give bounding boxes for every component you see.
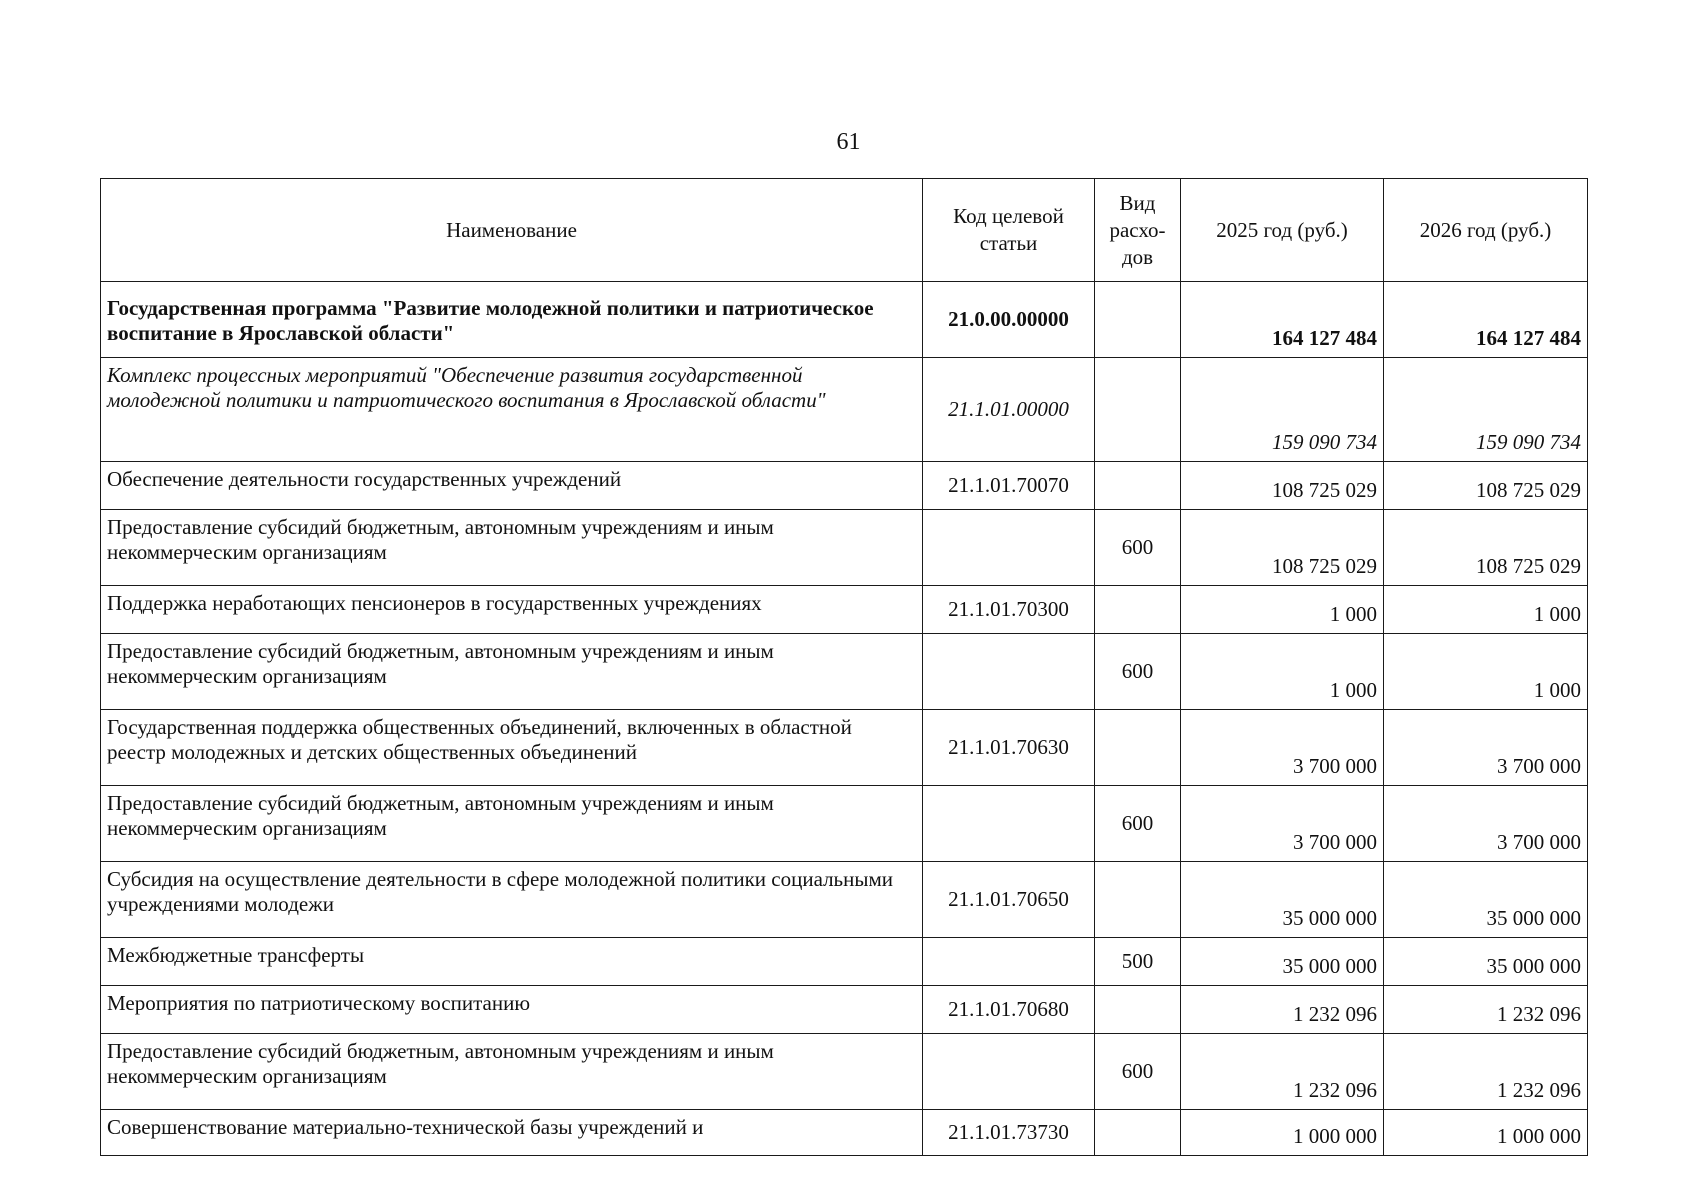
row-kind	[1095, 358, 1181, 462]
table-row	[101, 710, 1588, 786]
row-name: Совершенствование материально-технической базы учреждений и	[101, 1110, 923, 1156]
table-row	[101, 1110, 1588, 1156]
row-kind: 600	[1095, 510, 1181, 586]
row-amount-2025: 1 000	[1181, 586, 1384, 634]
table-row	[101, 986, 1588, 1034]
row-amount-2026: 3 700 000	[1384, 786, 1588, 862]
row-name: Предоставление субсидий бюджетным, автономным учреждениям и иным некоммерческим организациям	[101, 510, 923, 586]
row-amount-2025: 1 232 096	[1181, 1034, 1384, 1110]
row-name: Поддержка неработающих пенсионеров в государственных учреждениях	[101, 586, 923, 634]
row-kind	[1095, 1110, 1181, 1156]
row-kind	[1095, 986, 1181, 1034]
row-amount-2026: 159 090 734	[1384, 358, 1588, 462]
row-kind	[1095, 862, 1181, 938]
row-code	[923, 786, 1095, 862]
row-name: Предоставление субсидий бюджетным, автономным учреждениям и иным некоммерческим организациям	[101, 634, 923, 710]
row-amount-2025: 3 700 000	[1181, 710, 1384, 786]
row-code: 21.1.01.70630	[923, 710, 1095, 786]
row-amount-2025: 35 000 000	[1181, 862, 1384, 938]
budget-table	[100, 178, 1588, 1156]
row-name: Мероприятия по патриотическому воспитанию	[101, 986, 923, 1034]
row-amount-2025: 3 700 000	[1181, 786, 1384, 862]
row-amount-2025: 1 000 000	[1181, 1110, 1384, 1156]
header-code: Код целевой статьи	[923, 179, 1095, 282]
row-amount-2026: 164 127 484	[1384, 282, 1588, 358]
row-kind: 600	[1095, 786, 1181, 862]
table-row	[101, 862, 1588, 938]
row-code: 21.1.01.70070	[923, 462, 1095, 510]
row-amount-2025: 1 000	[1181, 634, 1384, 710]
table-row	[101, 938, 1588, 986]
row-amount-2026: 3 700 000	[1384, 710, 1588, 786]
header-kind: Вид расхо-дов	[1095, 179, 1181, 282]
row-amount-2026: 108 725 029	[1384, 462, 1588, 510]
row-code: 21.1.01.70680	[923, 986, 1095, 1034]
row-kind: 600	[1095, 634, 1181, 710]
row-name: Комплекс процессных мероприятий "Обеспечение развития государственной молодежной политики и патриотического воспитания в Ярославской области"	[101, 358, 923, 462]
row-kind	[1095, 586, 1181, 634]
row-name: Государственная программа "Развитие молодежной политики и патриотическое воспитание в Ярославской области"	[101, 282, 923, 358]
row-amount-2026: 1 232 096	[1384, 986, 1588, 1034]
row-amount-2025: 108 725 029	[1181, 510, 1384, 586]
row-code: 21.1.01.70650	[923, 862, 1095, 938]
row-name: Предоставление субсидий бюджетным, автономным учреждениям и иным некоммерческим организациям	[101, 786, 923, 862]
row-code	[923, 634, 1095, 710]
row-amount-2026: 1 000 000	[1384, 1110, 1588, 1156]
table-row	[101, 462, 1588, 510]
row-amount-2025: 164 127 484	[1181, 282, 1384, 358]
row-kind: 500	[1095, 938, 1181, 986]
table-row	[101, 1034, 1588, 1110]
row-code: 21.1.01.00000	[923, 358, 1095, 462]
row-code	[923, 510, 1095, 586]
table-row	[101, 786, 1588, 862]
row-amount-2026: 35 000 000	[1384, 862, 1588, 938]
row-amount-2026: 35 000 000	[1384, 938, 1588, 986]
row-amount-2025: 1 232 096	[1181, 986, 1384, 1034]
row-amount-2026: 1 000	[1384, 586, 1588, 634]
row-code: 21.1.01.73730	[923, 1110, 1095, 1156]
row-amount-2025: 35 000 000	[1181, 938, 1384, 986]
row-name: Межбюджетные трансферты	[101, 938, 923, 986]
row-kind	[1095, 710, 1181, 786]
table-row	[101, 282, 1588, 358]
row-amount-2025: 108 725 029	[1181, 462, 1384, 510]
table-row	[101, 634, 1588, 710]
table-row	[101, 510, 1588, 586]
header-year-2026: 2026 год (руб.)	[1384, 179, 1588, 282]
row-code	[923, 1034, 1095, 1110]
row-amount-2025: 159 090 734	[1181, 358, 1384, 462]
row-code	[923, 938, 1095, 986]
header-year-2025: 2025 год (руб.)	[1181, 179, 1384, 282]
row-amount-2026: 108 725 029	[1384, 510, 1588, 586]
table-header-row	[101, 179, 1588, 282]
row-kind	[1095, 462, 1181, 510]
row-kind	[1095, 282, 1181, 358]
page-number: 61	[836, 129, 861, 155]
row-name: Субсидия на осуществление деятельности в сфере молодежной политики социальными учреждениями молодежи	[101, 862, 923, 938]
row-name: Предоставление субсидий бюджетным, автономным учреждениям и иным некоммерческим организациям	[101, 1034, 923, 1110]
row-kind: 600	[1095, 1034, 1181, 1110]
header-name: Наименование	[101, 179, 923, 282]
row-code: 21.0.00.00000	[923, 282, 1095, 358]
table-row	[101, 358, 1588, 462]
row-name: Обеспечение деятельности государственных учреждений	[101, 462, 923, 510]
row-code: 21.1.01.70300	[923, 586, 1095, 634]
row-name: Государственная поддержка общественных объединений, включенных в областной реестр молодежных и детских общественных объединений	[101, 710, 923, 786]
table-row	[101, 586, 1588, 634]
row-amount-2026: 1 000	[1384, 634, 1588, 710]
row-amount-2026: 1 232 096	[1384, 1034, 1588, 1110]
